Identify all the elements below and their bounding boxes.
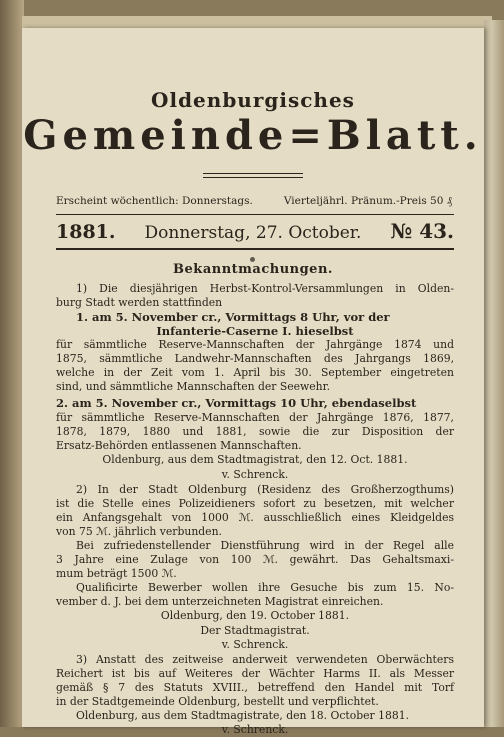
issue-date: Donnerstag, 27. October. <box>144 223 362 243</box>
masthead-line1: Oldenburgisches <box>151 88 355 112</box>
publication-frequency: Erscheint wöchentlich: Donnerstags. <box>56 195 253 207</box>
text-line: 1875, sämmtliche Landwehr-Mannschaften des Jahrgangs 1869, <box>56 352 454 365</box>
text-line: von 75 ℳ. jährlich verbunden. <box>56 525 222 538</box>
newspaper-page <box>22 28 484 736</box>
book-binding <box>0 0 24 727</box>
text-line: Der Stadtmagistrat. <box>200 624 310 637</box>
text-line: welche in der Zeit vom 1. April bis 30. September eingetreten <box>56 366 454 379</box>
text-line: ist die Stelle eines Polizeidieners sofort zu besetzen, mit welcher <box>56 497 454 510</box>
issue-number: № 43. <box>390 219 454 243</box>
text-line: vember d. J. bei dem unterzeichneten Magistrat einreichen. <box>56 595 384 608</box>
date-rule-top <box>56 214 454 215</box>
ornament-rule <box>203 173 303 178</box>
subscription-price: Vierteljährl. Pränum.-Preis 50 ₰ <box>283 195 452 207</box>
text-line: Bei zufriedenstellender Dienstführung wird in der Regel alle <box>76 539 454 552</box>
text-line: für sämmtliche Reserve-Mannschaften der Jahrgänge 1876, 1877, <box>56 411 454 424</box>
text-line: Oldenburg, aus dem Stadtmagistrat, den 12. Oct. 1881. <box>102 453 408 466</box>
publication-info <box>56 195 452 207</box>
text-line: 3) Anstatt des zeitweise anderweit verwendeten Oberwächters <box>76 653 454 666</box>
masthead-title: Gemeinde=Blatt. <box>23 112 483 159</box>
text-line: mum beträgt 1500 ℳ. <box>56 567 177 580</box>
date-rule-bottom <box>56 248 454 250</box>
text-line: v. Schrenck. <box>221 638 289 651</box>
text-line: 2) In der Stadt Oldenburg (Residenz des Großherzogthums) <box>76 483 454 496</box>
text-line: Ersatz-Behörden entlassenen Mannschaften. <box>56 439 302 452</box>
text-line: 1. am 5. November cr., Vormittags 8 Uhr, vor der <box>76 310 390 324</box>
text-line: 3 Jahre eine Zulage von 100 ℳ. gewährt. Das Gehaltsmaxi- <box>56 553 454 566</box>
text-line: 1) Die diesjährigen Herbst-Kontrol-Versammlungen in Olden- <box>76 282 454 295</box>
issue-year: 1881. <box>56 221 116 243</box>
text-line: Oldenburg, den 19. October 1881. <box>160 609 350 622</box>
text-line: sind, und sämmtliche Mannschaften der Seewehr. <box>56 380 331 393</box>
text-line: Oldenburg, aus dem Stadtmagistrate, den 18. October 1881. <box>76 709 410 722</box>
text-line: v. Schrenck. <box>221 468 289 481</box>
text-line: in der Stadtgemeinde Oldenburg, bestellt und verpflichtet. <box>56 695 379 708</box>
text-line: 2. am 5. November cr., Vormittags 10 Uhr, ebendaselbst <box>56 396 417 410</box>
text-line: für sämmtliche Reserve-Mannschaften der Jahrgänge 1874 und <box>56 338 454 351</box>
text-line: Reichert ist bis auf Weiteres der Wächter Harms II. als Messer <box>56 667 454 680</box>
text-line: burg Stadt werden stattfinden <box>56 296 223 309</box>
issue-dateline <box>56 219 454 243</box>
text-line: gemäß § 7 des Statuts XVIII., betreffend den Handel mit Torf <box>56 681 454 694</box>
text-line: ein Anfangsgehalt von 1000 ℳ. ausschließlich eines Kleidgeldes <box>56 511 454 524</box>
text-line: Qualificirte Bewerber wollen ihre Gesuche bis zum 15. No- <box>76 581 454 594</box>
text-line: Infanterie-Caserne I. hieselbst <box>156 324 354 338</box>
text-line: v. Schrenck. <box>221 723 289 736</box>
text-line: 1878, 1879, 1880 und 1881, sowie die zur Disposition der <box>56 425 454 438</box>
page-stack-edge <box>484 20 504 727</box>
section-heading: Bekanntmachungen. <box>173 262 333 277</box>
